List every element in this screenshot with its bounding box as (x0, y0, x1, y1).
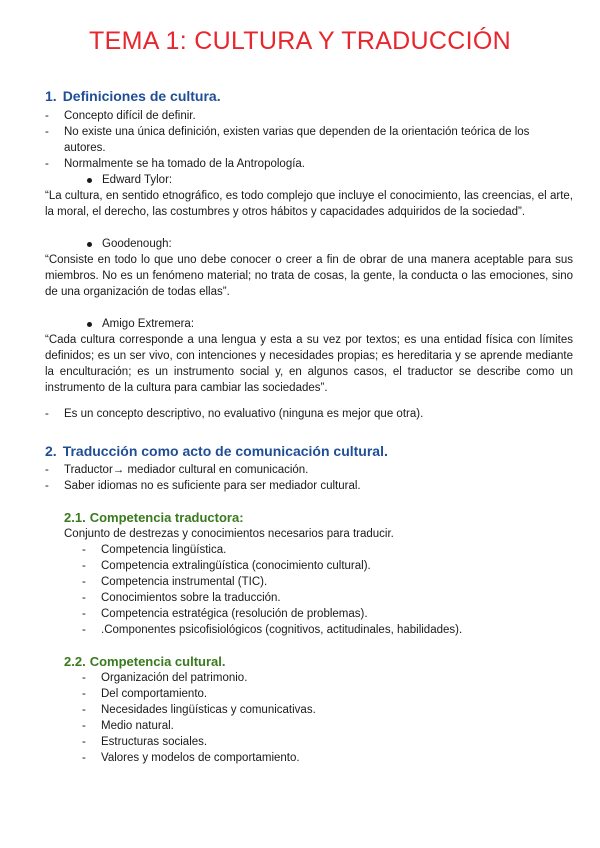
list-item: - Concepto difícil de definir. (45, 108, 573, 124)
author-bullet: Edward Tylor: (45, 172, 573, 188)
section-number: 2. (45, 443, 57, 459)
section-title: Definiciones de cultura. (62, 88, 221, 104)
section-number: 1. (45, 88, 57, 104)
subsection-number: 2.2. (64, 654, 86, 669)
subsection-title: Competencia cultural. (89, 654, 226, 669)
list-item: - Competencia estratégica (resolución de problemas). (45, 606, 573, 622)
list-item: - .Componentes psicofisiológicos (cognitivos, actitudinales, habilidades). (45, 622, 573, 638)
list-item: - Traductor→ mediador cultural en comunicación. (45, 462, 573, 478)
list-item: - Es un concepto descriptivo, no evaluativo (ninguna es mejor que otra). (45, 406, 573, 422)
list-item: - Valores y modelos de comportamiento. (45, 750, 573, 766)
list-item: - No existe una única definición, existen varias que dependen de la orientación teórica de los autores. (45, 124, 573, 156)
list-item: - Competencia instrumental (TIC). (45, 574, 573, 590)
author-quote: “Cada cultura corresponde a una lengua y esta a su vez por textos; es una entidad física con límites definidos; es un ser vivo, con intenciones y necesidades propias; es hereditaria y se aprende mediante la enculturación; es un instrumento social y, en algunos casos, el traductor se describe como un instrumento de la cultura para cambiar las sociedades”. (45, 334, 573, 394)
subsection-2-2-heading (64, 653, 573, 670)
list-item: - Del comportamiento. (45, 686, 573, 702)
subsection-2-1-heading (64, 509, 573, 526)
document-title: TEMA 1: CULTURA Y TRADUCCIÓN (89, 27, 511, 55)
subsection-title: Competencia traductora: (89, 510, 244, 525)
list-item: - Saber idiomas no es suficiente para ser mediador cultural. (45, 478, 573, 494)
section-title: Traducción como acto de comunicación cultural. (62, 443, 388, 459)
section-1-heading (45, 87, 573, 105)
section-2-heading (45, 442, 573, 460)
list-item: - Organización del patrimonio. (45, 670, 573, 686)
list-item: - Conocimientos sobre la traducción. (45, 590, 573, 606)
list-item: - Competencia lingüística. (45, 542, 573, 558)
author-bullet: Goodenough: (45, 236, 573, 252)
list-item: - Competencia extralingüística (conocimiento cultural). (45, 558, 573, 574)
list-item: - Normalmente se ha tomado de la Antropología. (45, 156, 573, 172)
subsection-number: 2.1. (64, 510, 86, 525)
author-quote: “Consiste en todo lo que uno debe conocer o creer a fin de obrar de una manera aceptable para sus miembros. No es un fenómeno material; no trata de cosas, la gente, la conducta o las emociones, sino de una organización de todas ellas”. (45, 254, 573, 298)
list-item: - Estructuras sociales. (45, 734, 573, 750)
document-content (45, 87, 573, 766)
list-item: - Necesidades lingüísticas y comunicativas. (45, 702, 573, 718)
subsection-intro: Conjunto de destrezas y conocimientos necesarios para traducir. (64, 528, 394, 540)
author-bullet: Amigo Extremera: (45, 316, 573, 332)
author-quote: “La cultura, en sentido etnográfico, es todo complejo que incluye el conocimiento, las creencias, el arte, la moral, el derecho, las costumbres y otros hábitos y capacidades adquiridos de la sociedad”. (45, 190, 573, 218)
list-item: - Medio natural. (45, 718, 573, 734)
